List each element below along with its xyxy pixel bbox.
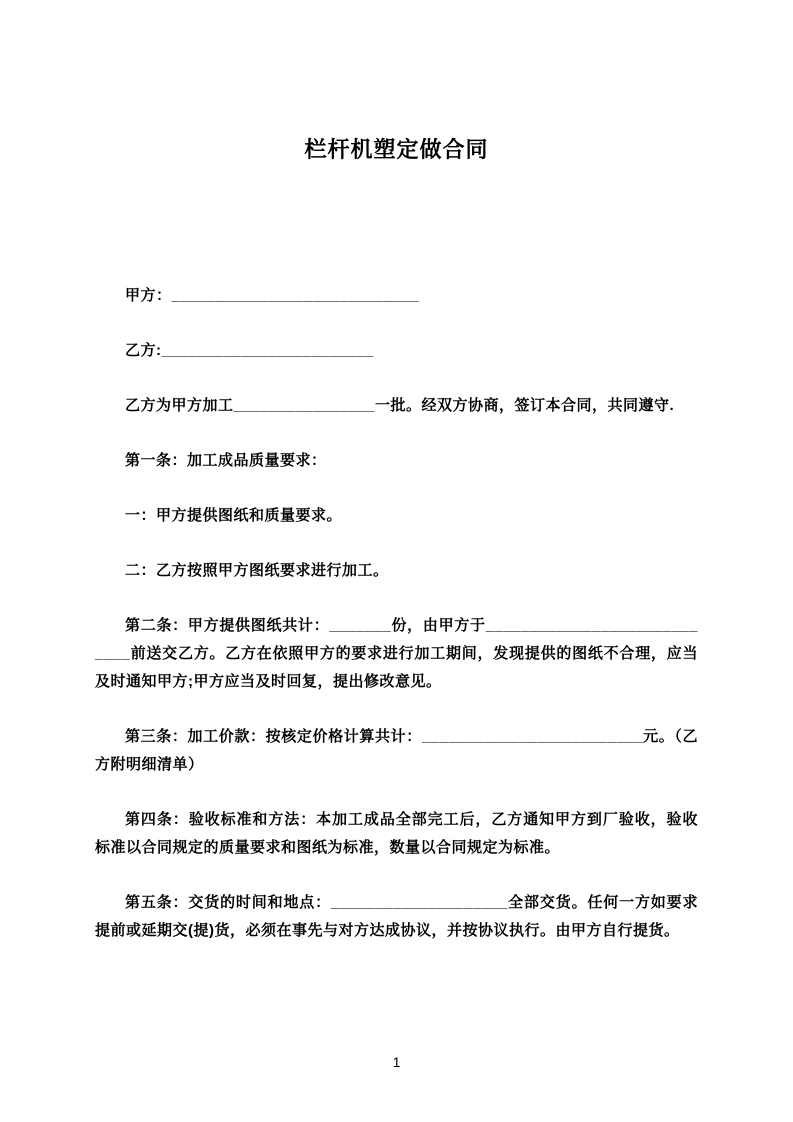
paragraph-article-5: 第五条：交货的时间和地点：____________________全部交货。任何一方如要求提前或延期交(提)货，必须在事先与对方达成协议，并按协议执行。由甲方自行提货。 — [95, 894, 698, 939]
paragraph-article-1: 第一条：加工成品质量要求： — [125, 452, 327, 469]
document-title: 栏杆机塑定做合同 — [304, 137, 489, 162]
paragraph-article-1-item-2: 二：乙方按照甲方图纸要求进行加工。 — [125, 562, 389, 579]
paragraph-article-2: 第二条：甲方提供图纸共计：_______份，由甲方于____________________________前送交乙方。乙方在依照甲方的要求进行加工期间，发现提供的图纸不合理，应当及时通知甲方;甲方应当及时回复，提出修改意见。 — [95, 617, 698, 690]
paragraph-preamble: 乙方为甲方加工________________一批。经双方协商，签订本合同，共同遵守. — [125, 397, 675, 414]
paragraph-article-3: 第三条：加工价款：按核定价格计算共计：_________________________元。（乙方附明细清单） — [95, 728, 698, 773]
paragraph-party-a: 甲方：____________________________ — [125, 287, 420, 304]
paragraph-article-1-item-1: 一：甲方提供图纸和质量要求。 — [125, 507, 343, 524]
page-number: 1 — [392, 1054, 401, 1070]
paragraph-party-b: 乙方:________________________ — [125, 342, 374, 359]
document-body — [95, 282, 698, 945]
paragraph-article-4: 第四条：验收标准和方法：本加工成品全部完工后，乙方通知甲方到厂验收，验收标准以合同规定的质量要求和图纸为标准，数量以合同规定为标准。 — [95, 811, 698, 856]
